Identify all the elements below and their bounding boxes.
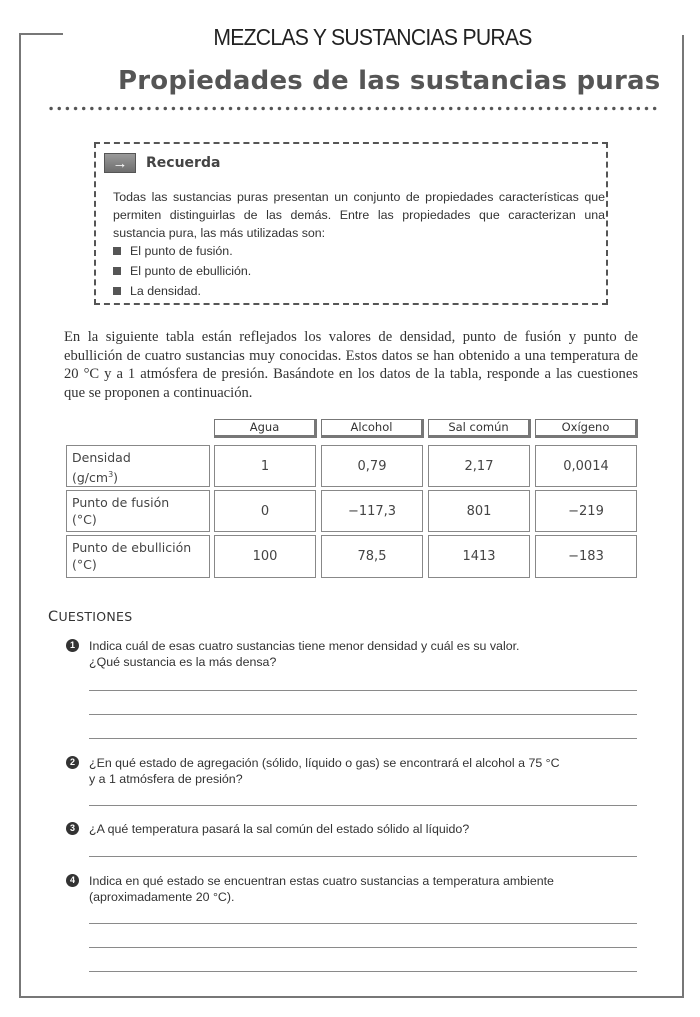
page-frame-left (19, 33, 21, 998)
answer-line[interactable] (89, 971, 637, 972)
table-cell: 801 (428, 490, 530, 532)
table-row-label-punto-fusion: Punto de fusión (°C) (66, 490, 210, 532)
table-cell: 1 (214, 445, 316, 487)
table-header-sal-comun: Sal común (428, 419, 531, 438)
page-title: Propiedades de las sustancias puras (118, 66, 661, 96)
table-cell: 0,79 (321, 445, 423, 487)
recuerda-list (113, 241, 251, 301)
recuerda-box (94, 142, 608, 305)
section-title-cuestiones: CUESTIONES (48, 609, 133, 625)
dotted-divider (47, 106, 659, 111)
list-item: El punto de ebullición. (113, 261, 251, 281)
recuerda-text: Todas las sustancias puras presentan un conjunto de propiedades características que permiten distinguirlas de las demás. Entre las propiedades que caracterizan una sustancia pura, las más utilizadas son: (113, 190, 605, 240)
list-item: La densidad. (113, 281, 251, 301)
question-1: 1 Indica cuál de esas cuatro sustancias tiene menor densidad y cuál es su valor. ¿Qué sustancia es la más densa? (66, 638, 646, 670)
answer-line[interactable] (89, 738, 637, 739)
table-cell: 1413 (428, 535, 530, 578)
question-3: 3 ¿A qué temperatura pasará la sal común del estado sólido al líquido? (66, 821, 646, 837)
answer-line[interactable] (89, 856, 637, 857)
table-cell: −117,3 (321, 490, 423, 532)
square-bullet-icon (113, 247, 121, 255)
page-frame-right (682, 35, 684, 998)
number-3-icon: 3 (66, 822, 79, 835)
table-cell: 0 (214, 490, 316, 532)
answer-line[interactable] (89, 805, 637, 806)
answer-line[interactable] (89, 690, 637, 691)
table-cell: 0,0014 (535, 445, 637, 487)
table-cell: 78,5 (321, 535, 423, 578)
question-2: 2 ¿En qué estado de agregación (sólido, líquido o gas) se encontrará el alcohol a 75 °C y a 1 atmósfera de presión? (66, 755, 646, 787)
square-bullet-icon (113, 267, 121, 275)
list-item: El punto de fusión. (113, 241, 251, 261)
table-cell: 100 (214, 535, 316, 578)
answer-line[interactable] (89, 923, 637, 924)
table-cell: −183 (535, 535, 637, 578)
table-header-alcohol: Alcohol (321, 419, 424, 438)
table-row-label-densidad: Densidad $(g/cm^3)$ (66, 445, 210, 487)
intro-paragraph: En la siguiente tabla están reflejados los valores de densidad, punto de fusión y punto de ebullición de cuatro sustancias muy conocidas. Estos datos se han obtenido a una temperatura de 20 °C y a 1 atmósfera de presión. Basándote en los datos de la tabla, responde a las cuestiones que se proponen a continuación. (64, 329, 638, 401)
table-cell: −219 (535, 490, 637, 532)
page-frame-bottom (19, 996, 684, 998)
square-bullet-icon (113, 287, 121, 295)
question-4: 4 Indica en qué estado se encuentran estas cuatro sustancias a temperatura ambiente (aproximadamente 20 °C). (66, 873, 646, 905)
number-4-icon: 4 (66, 874, 79, 887)
answer-line[interactable] (89, 947, 637, 948)
recuerda-header (104, 153, 220, 173)
recuerda-label: Recuerda (146, 155, 221, 171)
answer-line[interactable] (89, 714, 637, 715)
number-2-icon: 2 (66, 756, 79, 769)
unit-title: MEZCLAS Y SUSTANCIAS PURAS (213, 24, 532, 50)
table-header-oxigeno: Oxígeno (535, 419, 638, 438)
table-cell: 2,17 (428, 445, 530, 487)
table-row-label-punto-ebullicion: Punto de ebullición (°C) (66, 535, 210, 578)
arrow-right-icon: → (104, 153, 136, 173)
table-header-agua: Agua (214, 419, 317, 438)
number-1-icon: 1 (66, 639, 79, 652)
